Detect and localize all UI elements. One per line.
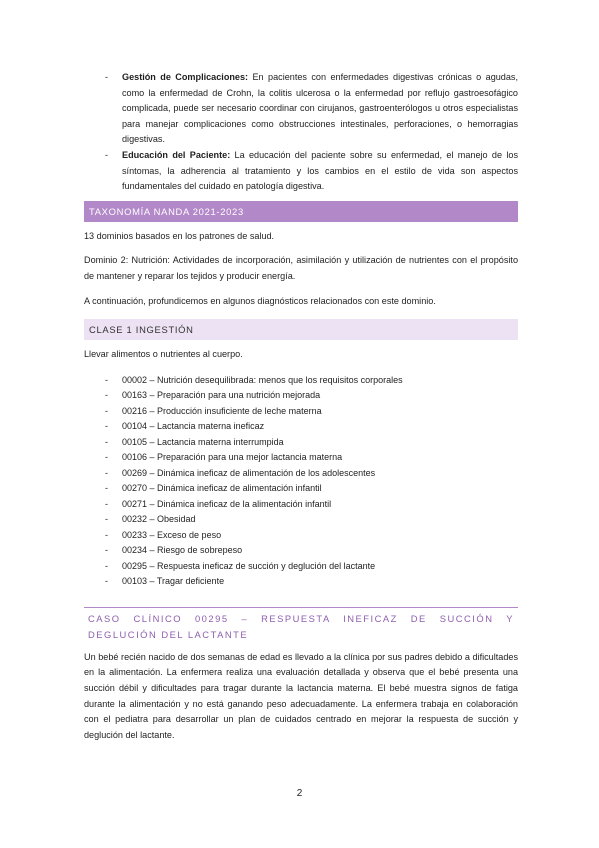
bullet-text: La educación del paciente sobre su enfermedad, el manejo de los síntomas, la adherencia al tratamiento y los cambios en el estilo de vida son aspectos fundamentales del cuidado en patología digestiva. (122, 149, 519, 192)
page-number: 2 (296, 788, 303, 799)
bullet-dash: - (105, 483, 108, 494)
list-item-text: 00163 – Preparación para una nutrición mejorada (122, 390, 321, 401)
taxonomy-paragraph-3: A continuación, profundicemos en algunos diagnósticos relacionados con este dominio. (84, 295, 436, 306)
case-paragraph: Un bebé recién nacido de dos semanas de edad es llevado a la clínica por sus padres debido a dificultades en la alimentación. La enfermera realiza una evaluación detallada y observa que el bebé presenta una succión débil y dificultades para tragar durante la lactancia materna. El bebé muestra signos de fatiga durante la alimentación y no está ganando peso adecuadamente. La enfermera trabaja en colaboración con el pediatra para desarrollar un plan de cuidados centrado en mejorar la respuesta de succión y deglución del lactante. (84, 651, 518, 740)
list-item (84, 497, 518, 513)
bullet-dash: - (105, 545, 108, 556)
bullet-dash: - (105, 514, 108, 525)
bullet-education (84, 148, 518, 195)
bullet-dash: - (105, 405, 108, 416)
bullet-title: Educación del Paciente: (122, 149, 231, 160)
list-item-text: 00233 – Exceso de peso (122, 529, 222, 540)
list-item (84, 419, 518, 435)
list-item-text: 00232 – Obesidad (122, 514, 196, 525)
list-item (84, 528, 518, 544)
list-item (84, 481, 518, 497)
bullet-complications (84, 70, 518, 148)
list-item-text: 00270 – Dinámica ineficaz de alimentación infantil (122, 483, 322, 494)
list-item-text: 00295 – Respuesta ineficaz de succión y deglución del lactante (122, 560, 376, 571)
list-item (84, 373, 518, 389)
bullet-dash: - (105, 498, 108, 509)
bullet-dash: - (105, 149, 109, 160)
list-item-text: 00106 – Preparación para una mejor lactancia materna (122, 452, 343, 463)
bullet-dash: - (105, 576, 108, 587)
bullet-dash: - (105, 467, 108, 478)
section-heading-class1: CLASE 1 INGESTIÓN (84, 319, 518, 340)
list-item (84, 404, 518, 420)
list-item-text: 00104 – Lactancia materna ineficaz (122, 421, 265, 432)
bullet-dash: - (105, 529, 108, 540)
bullet-text: En pacientes con enfermedades digestivas crónicas o agudas, como la enfermedad de Crohn, la colitis ulcerosa o la enfermedad por reflujo gastroesofágico complicada, puede ser necesario coordinar con cirujanos, gastroenterólogos u otros especialistas para manejar complicaciones como obstrucciones intestinales, perforaciones, o hemorragias digestivas. (122, 72, 518, 145)
list-item (84, 466, 518, 482)
list-item (84, 559, 518, 575)
list-item (84, 574, 518, 590)
list-item-text: 00002 – Nutrición desequilibrada: menos que los requisitos corporales (122, 374, 403, 385)
section-heading-taxonomy: TAXONOMÍA NANDA 2021-2023 (84, 201, 518, 222)
list-item (84, 512, 518, 528)
section-heading-case: CASO CLÍNICO 00295 – RESPUESTA INEFICAZ DE SUCCIÓN Y DEGLUCIÓN DEL LACTANTE (84, 607, 518, 643)
list-item (84, 388, 518, 404)
bullet-dash: - (105, 452, 108, 463)
class1-intro: Llevar alimentos o nutrientes al cuerpo. (84, 349, 243, 360)
list-item-text: 00269 – Dinámica ineficaz de alimentación de los adolescentes (122, 467, 376, 478)
list-item-text: 00271 – Dinámica ineficaz de la alimentación infantil (122, 498, 332, 509)
bullet-dash: - (105, 390, 108, 401)
bullet-dash: - (105, 421, 108, 432)
taxonomy-paragraph-1: 13 dominios basados en los patrones de salud. (84, 230, 275, 241)
list-item (84, 543, 518, 559)
taxonomy-paragraph-2: Dominio 2: Nutrición: Actividades de incorporación, asimilación y utilización de nutrientes con el propósito de mantener y reparar los tejidos y producir energía. (84, 255, 518, 281)
list-item-text: 00103 – Tragar deficiente (122, 576, 225, 587)
bullet-dash: - (105, 436, 108, 447)
list-item-text: 00105 – Lactancia materna interrumpida (122, 436, 284, 447)
bullet-dash: - (105, 72, 109, 82)
list-item-text: 00216 – Producción insuficiente de leche materna (122, 405, 322, 416)
page-content (84, 70, 518, 743)
list-item-text: 00234 – Riesgo de sobrepeso (122, 545, 243, 556)
bullet-dash: - (105, 374, 108, 385)
list-item (84, 450, 518, 466)
diagnosis-list (84, 373, 518, 590)
bullet-title: Gestión de Complicaciones: (122, 72, 249, 82)
list-item (84, 435, 518, 451)
bullet-dash: - (105, 560, 108, 571)
